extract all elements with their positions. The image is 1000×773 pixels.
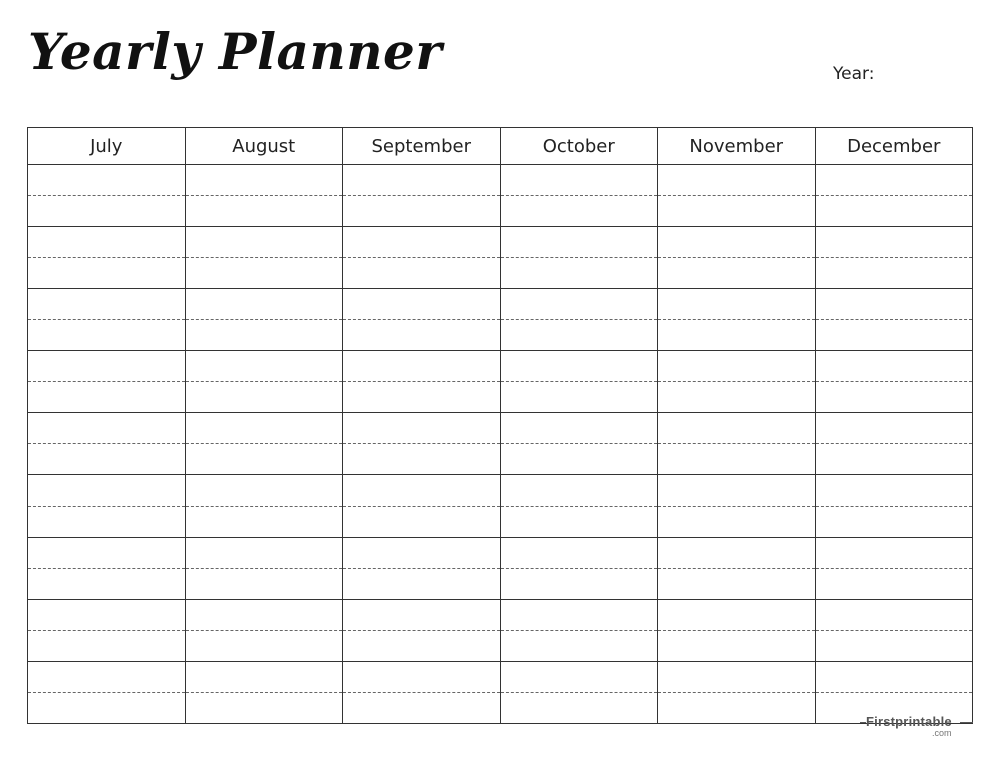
month-header-september: September	[343, 128, 501, 165]
planner-row	[28, 475, 973, 506]
planner-cell[interactable]	[185, 289, 343, 320]
planner-cell[interactable]	[815, 599, 973, 630]
planner-cell[interactable]	[185, 351, 343, 382]
planner-cell[interactable]	[28, 258, 186, 289]
planner-cell[interactable]	[185, 320, 343, 351]
planner-cell[interactable]	[658, 506, 816, 537]
planner-cell[interactable]	[658, 165, 816, 196]
planner-cell[interactable]	[815, 196, 973, 227]
planner-cell[interactable]	[815, 227, 973, 258]
planner-cell[interactable]	[658, 444, 816, 475]
planner-cell[interactable]	[28, 475, 186, 506]
planner-cell[interactable]	[343, 227, 501, 258]
planner-cell[interactable]	[500, 475, 658, 506]
month-header-october: October	[500, 128, 658, 165]
planner-cell[interactable]	[28, 506, 186, 537]
planner-body	[28, 165, 973, 724]
planner-cell[interactable]	[343, 351, 501, 382]
planner-cell[interactable]	[28, 692, 186, 723]
page-title: Yearly Planner	[28, 22, 443, 81]
planner-cell[interactable]	[815, 661, 973, 692]
planner-cell[interactable]	[185, 165, 343, 196]
brand-domain: .com	[932, 728, 952, 738]
planner-cell[interactable]	[658, 382, 816, 413]
planner-cell[interactable]	[185, 537, 343, 568]
month-header-july: July	[28, 128, 186, 165]
planner-cell[interactable]	[500, 258, 658, 289]
planner-row	[28, 444, 973, 475]
planner-cell[interactable]	[658, 475, 816, 506]
planner-cell[interactable]	[28, 630, 186, 661]
planner-cell[interactable]	[343, 444, 501, 475]
planner-cell[interactable]	[185, 444, 343, 475]
planner-cell[interactable]	[658, 351, 816, 382]
planner-cell[interactable]	[500, 444, 658, 475]
planner-table	[27, 127, 973, 724]
planner-cell[interactable]	[28, 661, 186, 692]
planner-cell[interactable]	[343, 289, 501, 320]
planner-cell[interactable]	[815, 165, 973, 196]
planner-cell[interactable]	[185, 475, 343, 506]
planner-cell[interactable]	[343, 661, 501, 692]
planner-cell[interactable]	[343, 320, 501, 351]
planner-cell[interactable]	[28, 413, 186, 444]
planner-row	[28, 537, 973, 568]
planner-cell[interactable]	[28, 196, 186, 227]
planner-cell[interactable]	[658, 413, 816, 444]
planner-cell[interactable]	[500, 320, 658, 351]
planner-cell[interactable]	[343, 382, 501, 413]
planner-cell[interactable]	[343, 692, 501, 723]
planner-cell[interactable]	[185, 227, 343, 258]
planner-row	[28, 692, 973, 723]
planner-cell[interactable]	[28, 382, 186, 413]
planner-cell[interactable]	[28, 599, 186, 630]
planner-cell[interactable]	[28, 165, 186, 196]
planner-cell[interactable]	[658, 599, 816, 630]
planner-row	[28, 227, 973, 258]
month-header-row	[28, 128, 973, 165]
planner-row	[28, 258, 973, 289]
planner-cell[interactable]	[343, 413, 501, 444]
year-label: Year:	[833, 64, 875, 84]
planner-cell[interactable]	[815, 351, 973, 382]
planner-cell[interactable]	[28, 320, 186, 351]
planner-row	[28, 289, 973, 320]
planner-cell[interactable]	[815, 289, 973, 320]
planner-grid	[27, 127, 973, 724]
planner-cell[interactable]	[815, 382, 973, 413]
planner-cell[interactable]	[658, 537, 816, 568]
planner-cell[interactable]	[815, 537, 973, 568]
planner-cell[interactable]	[500, 630, 658, 661]
planner-cell[interactable]	[185, 661, 343, 692]
planner-cell[interactable]	[658, 196, 816, 227]
planner-cell[interactable]	[185, 382, 343, 413]
planner-cell[interactable]	[343, 196, 501, 227]
planner-cell[interactable]	[658, 227, 816, 258]
planner-cell[interactable]	[815, 444, 973, 475]
planner-cell[interactable]	[658, 289, 816, 320]
planner-cell[interactable]	[343, 165, 501, 196]
planner-cell[interactable]	[185, 692, 343, 723]
planner-cell[interactable]	[500, 692, 658, 723]
planner-cell[interactable]	[815, 506, 973, 537]
planner-cell[interactable]	[500, 537, 658, 568]
planner-cell[interactable]	[185, 196, 343, 227]
planner-cell[interactable]	[658, 568, 816, 599]
planner-row	[28, 351, 973, 382]
brand-divider-right	[960, 722, 973, 723]
brand-name: Firstprintable	[866, 714, 952, 729]
planner-row	[28, 196, 973, 227]
month-header-august: August	[185, 128, 343, 165]
planner-cell[interactable]	[343, 630, 501, 661]
planner-row	[28, 506, 973, 537]
planner-cell[interactable]	[500, 382, 658, 413]
planner-cell[interactable]	[815, 630, 973, 661]
month-header-november: November	[658, 128, 816, 165]
planner-row	[28, 382, 973, 413]
planner-row	[28, 630, 973, 661]
planner-cell[interactable]	[815, 258, 973, 289]
planner-cell[interactable]	[815, 413, 973, 444]
planner-cell[interactable]	[500, 351, 658, 382]
planner-row	[28, 165, 973, 196]
planner-cell[interactable]	[658, 320, 816, 351]
planner-cell[interactable]	[500, 165, 658, 196]
planner-cell[interactable]	[658, 630, 816, 661]
planner-cell[interactable]	[185, 413, 343, 444]
planner-cell[interactable]	[185, 506, 343, 537]
planner-cell[interactable]	[500, 599, 658, 630]
planner-cell[interactable]	[815, 475, 973, 506]
planner-cell[interactable]	[658, 258, 816, 289]
planner-cell[interactable]	[28, 444, 186, 475]
planner-row	[28, 661, 973, 692]
planner-cell[interactable]	[815, 320, 973, 351]
planner-cell[interactable]	[658, 661, 816, 692]
planner-cell[interactable]	[343, 258, 501, 289]
planner-cell[interactable]	[500, 661, 658, 692]
planner-cell[interactable]	[343, 537, 501, 568]
planner-cell[interactable]	[343, 599, 501, 630]
planner-cell[interactable]	[500, 506, 658, 537]
planner-cell[interactable]	[185, 630, 343, 661]
brand-logo	[860, 714, 973, 740]
planner-row	[28, 568, 973, 599]
planner-cell[interactable]	[500, 289, 658, 320]
planner-cell[interactable]	[185, 599, 343, 630]
planner-cell[interactable]	[815, 568, 973, 599]
planner-cell[interactable]	[500, 568, 658, 599]
planner-cell[interactable]	[185, 568, 343, 599]
planner-cell[interactable]	[28, 568, 186, 599]
planner-cell[interactable]	[28, 227, 186, 258]
planner-row	[28, 320, 973, 351]
planner-cell[interactable]	[658, 692, 816, 723]
planner-cell[interactable]	[343, 506, 501, 537]
planner-cell[interactable]	[28, 351, 186, 382]
planner-row	[28, 599, 973, 630]
planner-cell[interactable]	[500, 227, 658, 258]
planner-cell[interactable]	[185, 258, 343, 289]
planner-row	[28, 413, 973, 444]
month-header-december: December	[815, 128, 973, 165]
planner-cell[interactable]	[28, 537, 186, 568]
planner-cell[interactable]	[500, 196, 658, 227]
planner-cell[interactable]	[28, 289, 186, 320]
planner-cell[interactable]	[343, 568, 501, 599]
planner-cell[interactable]	[343, 475, 501, 506]
planner-cell[interactable]	[500, 413, 658, 444]
